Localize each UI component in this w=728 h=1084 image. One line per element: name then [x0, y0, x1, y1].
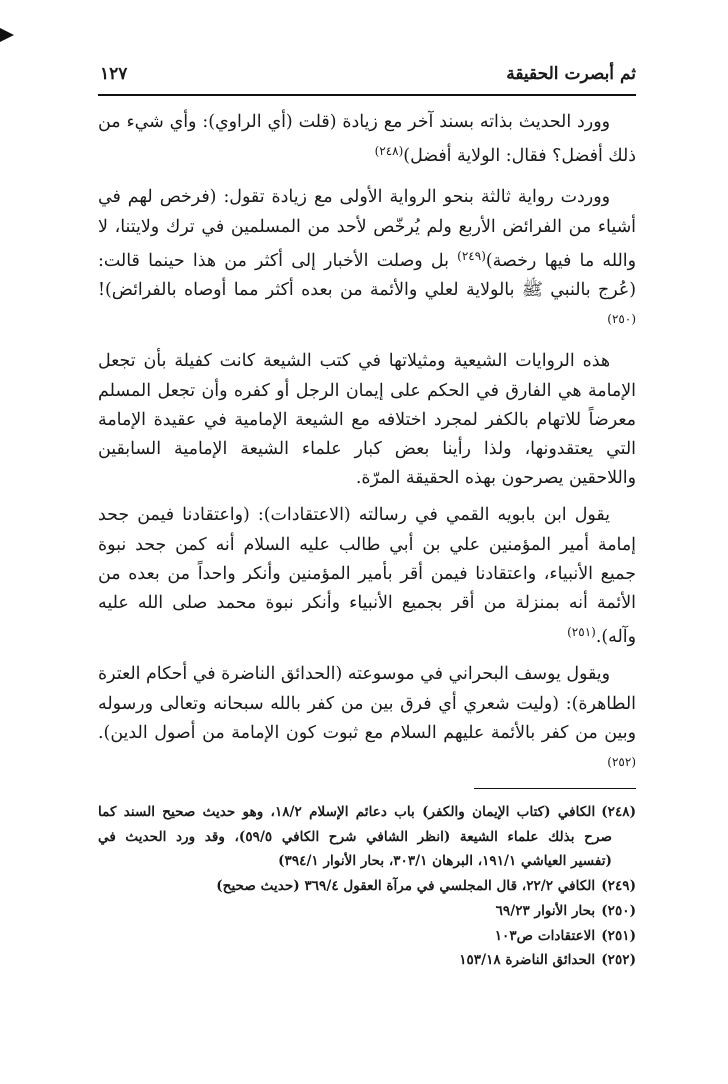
footnote-line	[98, 948, 636, 973]
footnote-line	[98, 899, 636, 924]
paragraph-text: ووردت رواية ثالثة بنحو الرواية الأولى مع زيادة تقول: (فرخص لهم في أشياء من الفرائض الأربع ولم يُرخّص لأحد من المسلمين في ترك ولايتنا، لا والله ما فيها رخصة)	[98, 187, 636, 271]
footnote-number: (٢٤٨)	[601, 804, 636, 820]
footnote-item	[98, 874, 636, 899]
footnote-reference: (٢٥٠)	[607, 312, 636, 327]
footnote-text: الكافي ٢٢/٢، قال المجلسي في مرآة العقول ٣٦٩/٤ (حديث صحيح)	[216, 878, 596, 895]
footnote-text: الحدائق الناضرة ١٥٣/١٨	[459, 952, 596, 969]
footnote-text: بحار الأنوار ٦٩/٢٣	[495, 902, 596, 919]
footnote-number: (٢٥٢)	[601, 952, 636, 969]
footnote-text: الاعتقادات ص١٠٣	[494, 927, 596, 944]
footnote-reference: (٢٥١)	[567, 625, 596, 640]
footnote-number: (٢٤٩)	[601, 878, 636, 895]
footnote-reference: (٢٥٢)	[607, 755, 636, 770]
footnote-reference: (٢٤٩)	[457, 248, 486, 263]
footnotes	[98, 800, 636, 973]
paragraph	[98, 501, 636, 652]
paragraph-text: ويقول يوسف البحراني في موسوعته (الحدائق الناضرة في أحكام العترة الطاهرة): (وليت شعري أي فرق بين من كفر بالله سبحانه وتعالى ورسوله وبين من كفر بالأئمة عليهم السلام مع ثبوت كون الإمامة من أصول الدين).	[98, 664, 636, 743]
paragraph	[98, 347, 636, 493]
footnote-item	[98, 924, 636, 949]
footnote-item	[98, 948, 636, 973]
footnote-item	[98, 800, 636, 874]
footnote-reference: (٢٤٨)	[374, 144, 404, 159]
page-corner-marker	[0, 28, 14, 42]
main-text	[98, 108, 636, 790]
footnote-line: (تفسير العياشي ١٩١/١، البرهان ٣٠٣/١، بحار الأنوار ٣٩٤/١)	[278, 853, 612, 870]
footnote-line	[98, 874, 636, 899]
paragraph	[98, 183, 636, 339]
footnote-divider	[474, 788, 636, 789]
footnote-number: (٢٥١)	[601, 927, 636, 944]
paragraph	[98, 108, 636, 171]
footnote-number: (٢٥٠)	[601, 902, 636, 919]
footnote-line	[98, 800, 636, 825]
footnote-line: صرح بذلك علماء الشيعة (انظر الشافي شرح الكافي ٥٩/٥)، وقد ورد الحديث في	[98, 828, 613, 845]
paragraph-text: بل وصلت الأخبار إلى أكثر من هذا حينما قالت: (عُرج بالنبي ﷺ بالولاية لعلي والأئمة من بعده أكثر مما أوصاه بالفرائض)!	[98, 250, 636, 301]
footnote-item	[98, 899, 636, 924]
paragraph-text: وورد الحديث بذاته بسند آخر مع زيادة (قلت (أي الراوي): وأي شيء من ذلك أفضل؟ فقال: الولاية أفضل)	[98, 112, 636, 167]
footnote-text: الكافي (كتاب الإيمان والكفر) باب دعائم الإسلام ١٨/٢، وهو حديث صحيح السند كما	[98, 804, 596, 820]
paragraph	[98, 660, 636, 782]
running-header	[98, 64, 636, 96]
page-number: ١٢٧	[100, 64, 128, 84]
book-title: ثم أبصرت الحقيقة	[506, 64, 636, 84]
paragraph-text: يقول ابن بابويه القمي في رسالته (الاعتقادات): (واعتقادنا فيمن جحد إمامة أمير المؤمنين علي بن أبي طالب عليه السلام أنه كمن جحد نبوة جميع الأنبياء، واعتقادنا فيمن أقر بأمير المؤمنين وأنكر واحداً من بعده من الأئمة أنه بمنزلة من أقر بجميع الأنبياء وأنكر نبوة محمد صلى الله عليه وآله).	[98, 505, 636, 648]
paragraph-text: هذه الروايات الشيعية ومثيلاتها في كتب الشيعة كانت كفيلة بأن تجعل الإمامة هي الفارق في الحكم على إيمان الرجل أو كفره وأن تجعل المسلم معرضاً للاتهام بالكفر لمجرد اختلافه مع الشيعة الإمامية في عقيدة الإمامة التي يعتقدونها، ولذا رأينا بعض كبار علماء الشيعة الإمامية السابقين واللاحقين يصرحون بهذه الحقيقة المرّة.	[98, 351, 636, 489]
footnote-line	[98, 924, 636, 949]
